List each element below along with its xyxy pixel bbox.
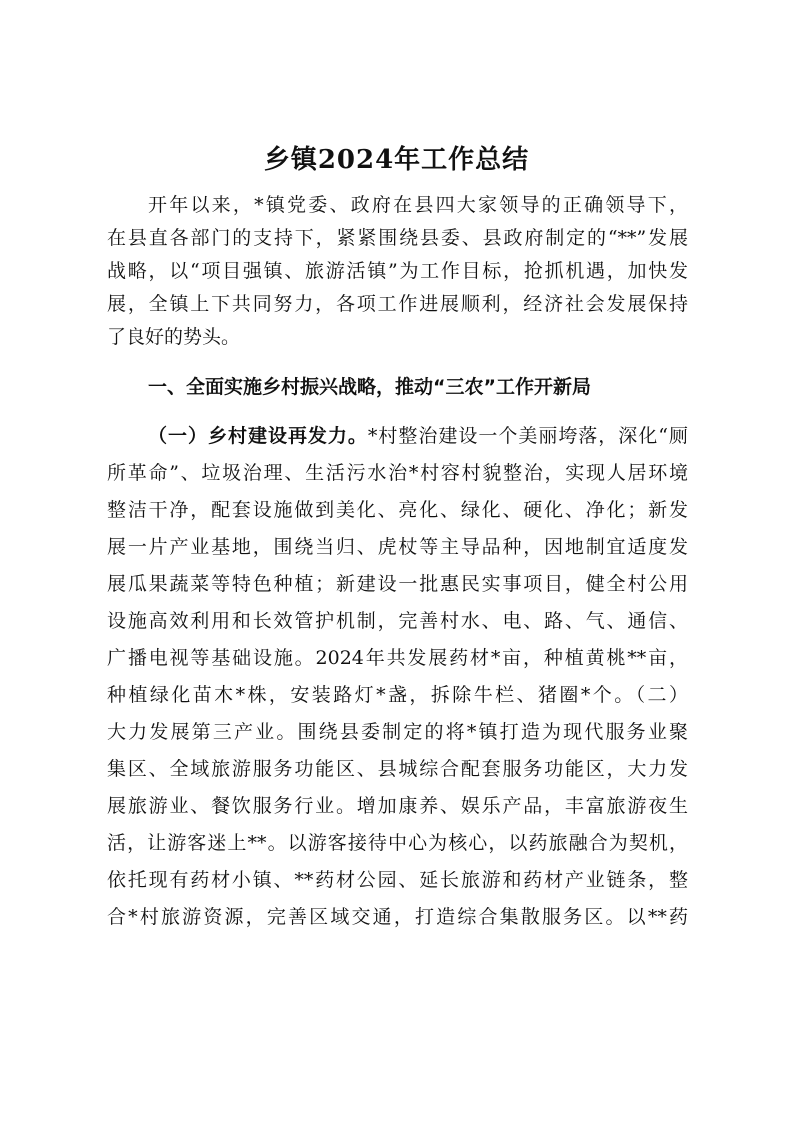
body-line: 设施高效利用和长效管护机制，完善村水、电、路、气、通信、 xyxy=(107,610,688,632)
body-line: 展一片产业基地，围绕当归、虎杖等主导品种，因地制宜适度发 xyxy=(107,536,688,558)
body-line: 大力发展第三产业。围绕县委制定的将*镇打造为现代服务业聚 xyxy=(107,721,688,743)
intro-line-4: 展，全镇上下共同努力，各项工作进展顺利，经济社会发展保持 xyxy=(107,293,688,315)
intro-line-5: 了良好的势头。 xyxy=(107,326,241,348)
body-line: 合*村旅游资源，完善区域交通，打造综合集散服务区。以**药 xyxy=(107,906,688,928)
intro-line-3: 战略，以“项目强镇、旅游活镇”为工作目标，抢抓机遇，加快发 xyxy=(107,260,688,282)
intro-line-1: 开年以来，*镇党委、政府在县四大家领导的正确领导下， xyxy=(148,194,688,216)
body-line: 整洁干净，配套设施做到美化、亮化、绿化、硬化、净化；新发 xyxy=(107,499,688,521)
section-heading-1: 一、全面实施乡村振兴战略，推动“三农”工作开新局 xyxy=(148,376,591,398)
subsection-first-line-text: *村整治建设一个美丽垮落，深化“厕 xyxy=(367,425,688,447)
subsection-first-line xyxy=(148,421,688,451)
body-line: 活，让游客迷上**。以游客接待中心为核心，以药旅融合为契机， xyxy=(107,832,688,854)
body-line: 集区、全域旅游服务功能区、县城综合配套服务功能区，大力发 xyxy=(107,758,688,780)
body-line: 广播电视等基础设施。2024年共发展药材*亩，种植黄桃**亩， xyxy=(107,647,688,669)
document-title: 乡镇2024年工作总结 xyxy=(263,145,530,175)
body-line: 所革命”、垃圾治理、生活污水治*村容村貌整治，实现人居环境 xyxy=(107,462,688,484)
intro-line-2: 在县直各部门的支持下，紧紧围绕县委、县政府制定的“**”发展 xyxy=(107,227,688,249)
body-line: 种植绿化苗木*株，安装路灯*盏，拆除牛栏、猪圈*个。（二） xyxy=(107,684,688,706)
body-line: 展瓜果蔬菜等特色种植；新建设一批惠民实事项目，健全村公用 xyxy=(107,573,688,595)
subsection-heading-1: （一）乡村建设再发力。 xyxy=(148,425,368,447)
body-line: 展旅游业、餐饮服务行业。增加康养、娱乐产品，丰富旅游夜生 xyxy=(107,795,688,817)
body-line: 依托现有药材小镇、**药材公园、延长旅游和药材产业链条，整 xyxy=(107,869,688,891)
